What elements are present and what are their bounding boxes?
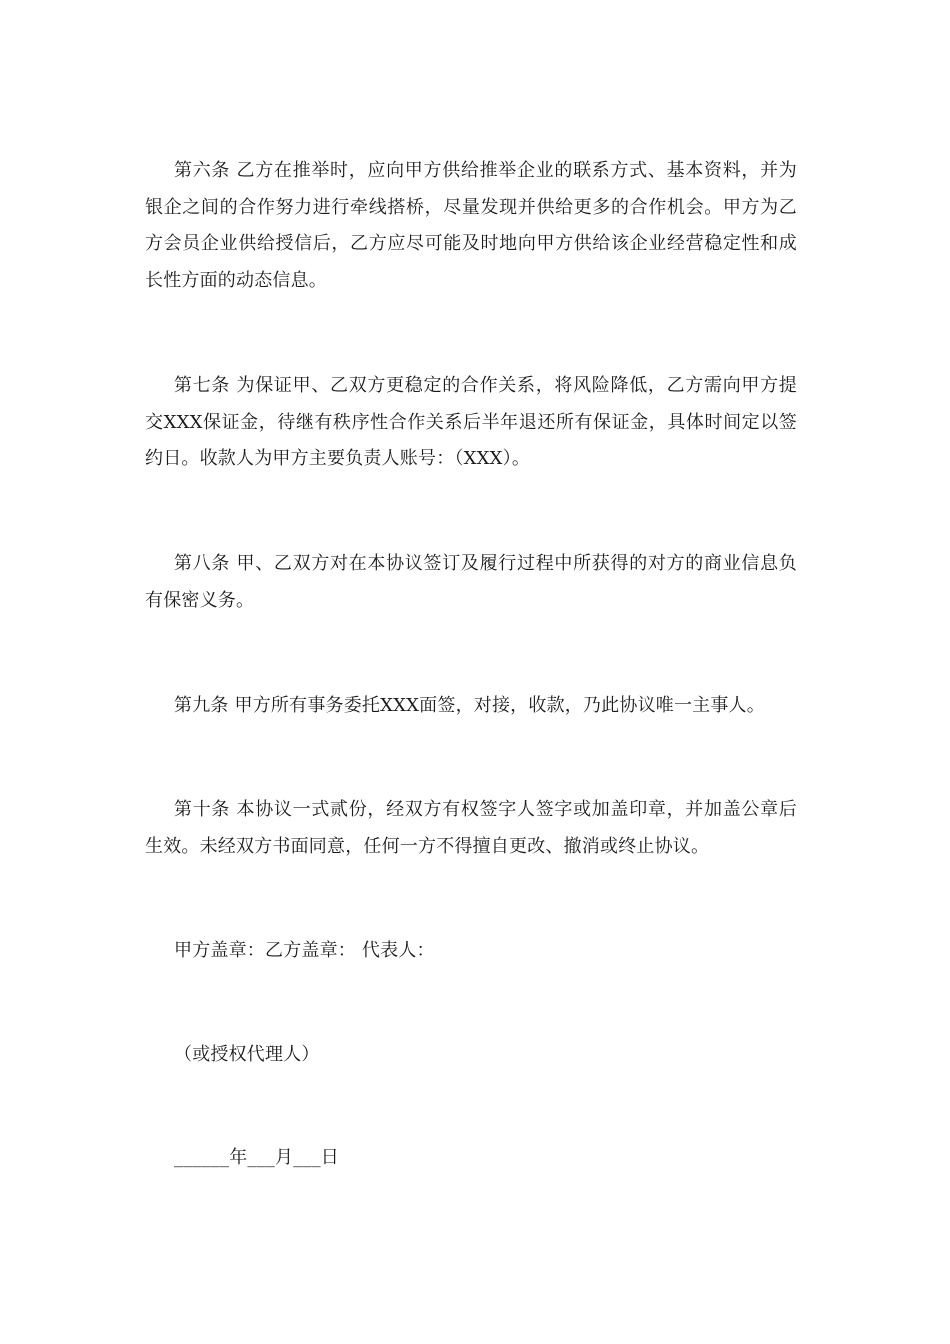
article-10: 第十条 本协议一式贰份，经双方有权签字人签字或加盖印章，并加盖公章后生效。未经双方书面同意，任何一方不得擅自更改、撤消或终止协议。 — [145, 799, 797, 857]
signature-line: 甲方盖章：乙方盖章： 代表人： — [174, 940, 435, 961]
article-9: 第九条 甲方所有事务委托XXX面签，对接，收款，乃此协议唯一主事人。 — [174, 695, 765, 716]
article-6: 第六条 乙方在推举时，应向甲方供给推举企业的联系方式、基本资料，并为银企之间的合作努力进行牵线搭桥，尽量发现并供给更多的合作机会。甲方为乙方会员企业供给授信后，乙方应尽可能及时地向甲方供给该企业经营稳定性和成长性方面的动态信息。 — [145, 160, 797, 291]
authorized-agent-line: （或授权代理人） — [174, 1044, 320, 1065]
article-8: 第八条 甲、乙双方对在本协议签订及履行过程中所获得的对方的商业信息负有保密义务。 — [145, 553, 797, 611]
date-line: ______年___月___日 — [174, 1147, 339, 1168]
article-7: 第七条 为保证甲、乙双方更稳定的合作关系，将风险降低，乙方需向甲方提交XXX保证金，待继有秩序性合作关系后半年退还所有保证金，具体时间定以签约日。收款人为甲方主要负责人账号：（XXX）。 — [145, 375, 797, 469]
